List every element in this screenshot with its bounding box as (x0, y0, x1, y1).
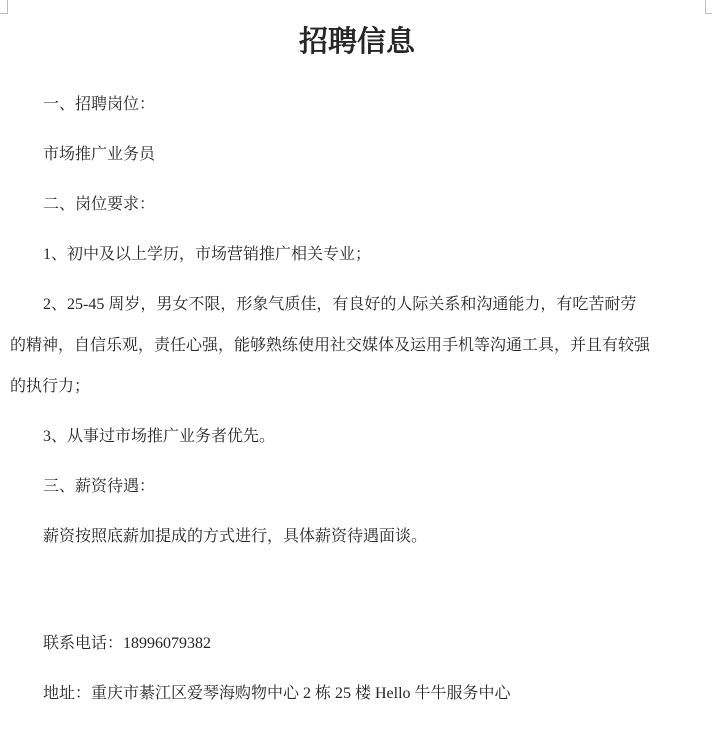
document-line: 市场推广业务员 (43, 146, 156, 163)
document-line: 三、薪资待遇： (43, 478, 156, 495)
document-line: 2、25-45 周岁，男女不限，形象气质佳，有良好的人际关系和沟通能力，有吃苦耐劳 (43, 296, 637, 313)
document-line: 一、招聘岗位： (43, 96, 156, 113)
document-line: 地址：重庆市綦江区爱琴海购物中心 2 栋 25 楼 Hello 牛牛服务中心 (43, 685, 511, 702)
page-margin-crop-mark-top-right (705, 0, 712, 14)
document-line: 的执行力； (10, 378, 91, 395)
blank-paragraph-gap (10, 566, 704, 623)
document-title: 招聘信息 (298, 26, 415, 58)
document-line: 薪资按照底薪加提成的方式进行，具体薪资待遇面谈。 (43, 528, 428, 545)
page-margin-crop-mark-top-left (0, 0, 8, 14)
document-line: 联系电话：18996079382 (43, 635, 212, 652)
document-line: 1、初中及以上学历，市场营销推广相关专业； (43, 246, 372, 263)
document-body (10, 84, 704, 557)
contact-section (10, 623, 704, 714)
document-line: 二、岗位要求： (43, 196, 156, 213)
document-line: 3、从事过市场推广业务者优先。 (43, 428, 276, 445)
document-line: 的精神，自信乐观，责任心强，能够熟练使用社交媒体及运用手机等沟通工具，并且有较强 (10, 337, 651, 354)
